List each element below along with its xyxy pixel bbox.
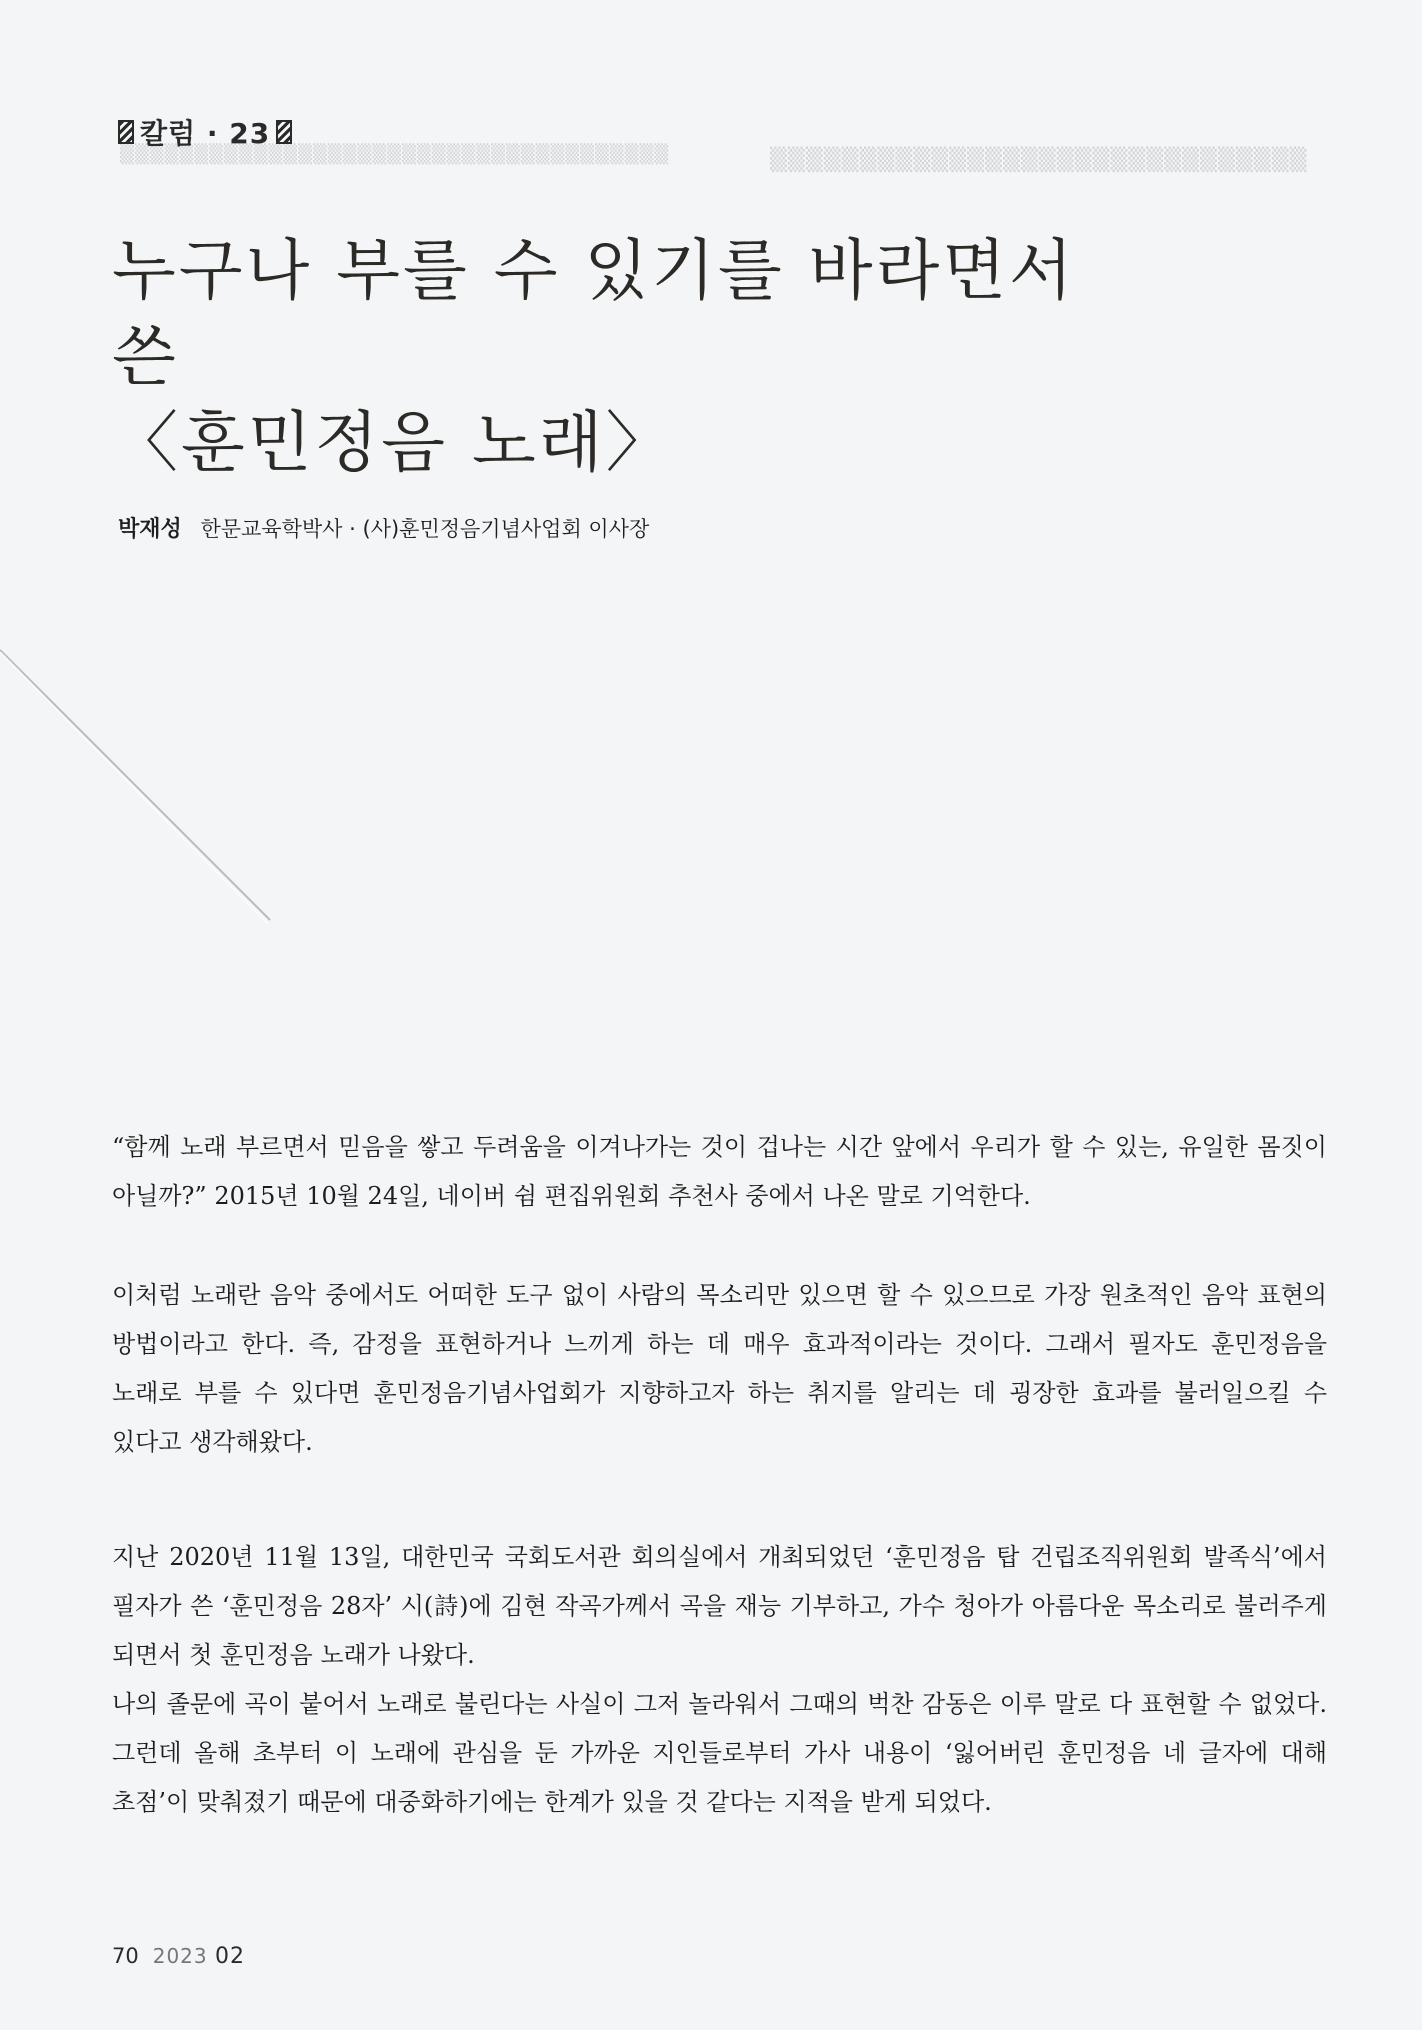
body-paragraph-4: 나의 졸문에 곡이 붙어서 노래로 불린다는 사실이 그저 놀라워서 그때의 벅찬 감동은 이루 말로 다 표현할 수 없었다. 그런데 올해 초부터 이 노래에 관심을 둔 가까운 지인들로부터 가사 내용이 ‘잃어버린 훈민정음 네 글자에 대해 초점’이 맞춰졌기 때문에 대중화하기에는 한계가 있을 것 같다는 지적을 받게 되었다. <box>112 1690 1327 1816</box>
show-through-texture-left: ▒▒▒▒▒▒▒▒▒▒▒▒▒▒▒▒▒▒▒▒▒▒▒▒▒▒▒▒▒▒▒▒▒▒▒▒▒ <box>120 144 670 165</box>
body-paragraph-3: 지난 2020년 11월 13일, 대한민국 국회도서관 회의실에서 개최되었던 ‘훈민정음 탑 건립조직위원회 발족식’에서 필자가 쓴 ‘훈민정음 28자’ 시(詩)에 김현 작곡가께서 곡을 재능 기부하고, 가수 청아가 아름다운 목소리로 불러주게 되면서 첫 훈민정음 노래가 나왔다. <box>112 1543 1327 1669</box>
section-label-text: 칼럼 · 23 <box>140 117 271 150</box>
body-paragraph-1: “함께 노래 부르면서 믿음을 쌓고 두려움을 이겨나가는 것이 겁나는 시간 앞에서 우리가 할 수 있는, 유일한 몸짓이 아닐까?” 2015년 10월 24일, 네이버 쉼 편집위원회 추천사 중에서 나온 말로 기억한다. <box>112 1133 1327 1210</box>
article-title <box>112 228 1112 486</box>
page-number: 70 <box>112 1944 139 1968</box>
author-affiliation: 한문교육학박사 · (사)훈민정음기념사업회 이사장 <box>200 517 650 541</box>
page-footer <box>112 1944 245 1969</box>
show-through-texture-right: ▒▒▒▒▒▒▒▒▒▒▒▒▒▒▒▒▒▒▒▒▒▒▒▒▒▒▒▒▒▒ <box>770 148 1308 173</box>
section-label <box>118 112 292 152</box>
section-bracket-left-icon <box>118 120 134 144</box>
issue-year: 2023 <box>152 1944 208 1968</box>
section-bracket-right-icon <box>276 120 292 144</box>
body-paragraph-2: 이처럼 노래란 음악 중에서도 어떠한 도구 없이 사람의 목소리만 있으면 할 수 있으므로 가장 원초적인 음악 표현의 방법이라고 한다. 즉, 감정을 표현하거나 느끼게 하는 데 매우 효과적이라는 것이다. 그래서 필자도 훈민정음을 노래로 부를 수 있다면 훈민정음기념사업회가 지향하고자 하는 취지를 알리는 데 굉장한 효과를 불러일으킬 수 있다고 생각해왔다. <box>112 1281 1327 1456</box>
article-title-line2: 〈훈민정음 노래〉 <box>112 404 675 481</box>
author-name: 박재성 <box>118 517 182 542</box>
author-byline <box>118 512 649 543</box>
issue-number: 02 <box>215 1944 245 1969</box>
article-title-line1: 누구나 부를 수 있기를 바라면서 쓴 <box>112 232 1076 395</box>
issue-label <box>153 1944 245 1969</box>
